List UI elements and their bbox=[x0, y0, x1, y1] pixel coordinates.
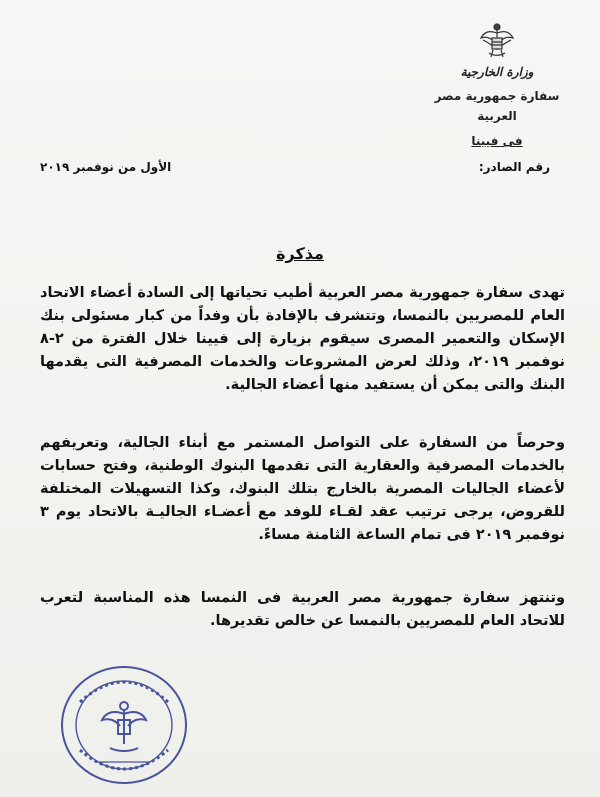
reference-number-label: رقم الصادر: bbox=[478, 160, 550, 174]
letterhead bbox=[422, 20, 572, 150]
eagle-emblem-icon bbox=[479, 20, 515, 62]
ministry-name: وزارة الخارجية bbox=[460, 65, 534, 79]
reference-line bbox=[40, 160, 550, 180]
memo-title: مذكرة bbox=[276, 244, 324, 263]
embassy-city: فى فيينا bbox=[471, 134, 523, 148]
embassy-name: سفارة جمهورية مصر العربية bbox=[434, 89, 560, 123]
memo-paragraph-1: تهدى سفارة جمهورية مصر العربية أطيب تحياتها إلى السادة أعضاء الاتحاد العام للمصريين بالنمسا، وتتشرف بالإفادة بأن وفداً من كبار مسئولى بنك الإسكان والتعمير المصرى سيقوم بزيارة إلى فيينا خلال الفترة من ٢-٨ نوفمبر ٢٠١٩، وذلك لعرض المشروعات والخدمات المصرفية التى يقدمها البنك والتى يمكن أن يستفيد منها أعضاء الجالية. bbox=[40, 285, 565, 393]
memo-paragraph-2: وحرصاً من السفارة على التواصل المستمر مع أبناء الجالية، وتعريفهم بالخدمات المصرفية والعقارية التى تقدمها البنوك الوطنية، وفتح حسابات لأعضاء الجاليات المصرية بالخارج بتلك البنوك، وكذا التسهيلات المختلفة للقروض، يرجى ترتيب عقد لقـاء للوفد مع أعضـاء الجاليـة بالاتحاد يوم ٣ نوفمبر ٢٠١٩ فى تمام الساعة الثامنة مساءً. bbox=[40, 435, 565, 543]
memo-paragraph-3: وتنتهز سفارة جمهورية مصر العربية فى النمسا هذه المناسبة لتعرب للاتحاد العام للمصريين بالنمسا عن خالص تقديرها. bbox=[40, 590, 565, 629]
embassy-seal-stamp bbox=[58, 662, 190, 788]
issue-date: الأول من نوفمبر ٢٠١٩ bbox=[40, 160, 172, 174]
